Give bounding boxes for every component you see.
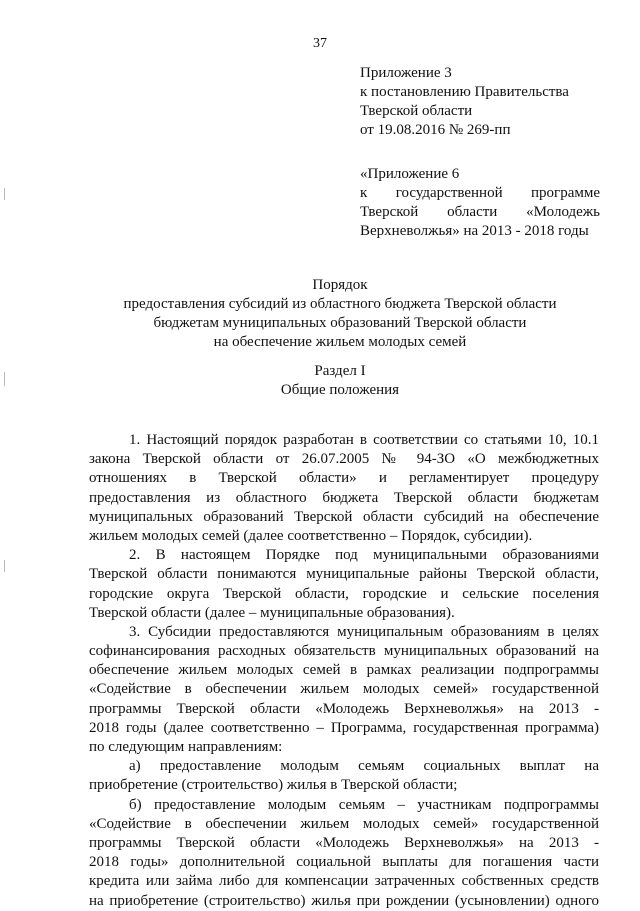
title-line: Порядок [312,277,368,293]
paragraph-line: кредита или займа либо для компенсации затраченных собственных средств [89,873,599,890]
section-number: Раздел I [314,363,366,379]
paragraph-line: муниципальных образований Тверской области субсидий на обеспечение [89,508,599,525]
section-name: Общие положения [280,382,400,398]
paragraph-line: программы Тверской области «Молодежь Верхневолжья» на 2013 - [89,700,599,717]
appendix-3-header [360,64,600,140]
paragraph-line: закона Тверской области от 26.07.2005 № 94-ЗО «О межбюджетных [89,451,599,468]
paragraph-line: предоставления из областного бюджета Тверской области бюджетам [89,489,599,506]
paragraph-line: б) предоставление молодым семьям – участникам подпрограммы [129,796,599,813]
title-line: на обеспечение жильем молодых семей [213,334,467,350]
paragraph-line: 2018 годы (далее соответственно – Программа, государственная программа) [89,719,599,736]
paragraph-line: 2018 годы» дополнительной социальной выплаты для погашения части [89,854,599,871]
paragraph-line: «Содействие в обеспечении жильем молодых семей» государственной [89,815,599,832]
paragraph-line: по следующим направлениям: [89,739,283,755]
document-title [80,276,600,352]
paragraph-line: софинансирования расходных обязательств муниципальных образований на [89,643,599,660]
paragraph-line: на приобретение (строительство) жилья при рождении (усыновлении) одного [89,892,599,909]
section-heading [80,362,600,400]
paragraph-line: 3. Субсидии предоставляются муниципальным образованиям в целях [129,623,599,640]
appendix-line: к государственной программе [360,185,600,201]
paragraph-line: программы Тверской области «Молодежь Верхневолжья» на 2013 - [89,834,599,851]
page-number: 37 [313,36,327,51]
paragraph-line: «Содействие в обеспечении жильем молодых семей» государственной [89,681,599,698]
paragraph-line: Тверской области понимаются муниципальные районы Тверской области, [89,566,599,583]
appendix-6-header [360,165,600,241]
scan-margin-mark [4,188,5,200]
paragraph-line: приобретение (строительство) жилья в Тверской области; [89,777,458,794]
appendix-line: Приложение 3 [360,65,452,81]
scan-margin-mark [4,560,5,572]
title-line: предоставления субсидий из областного бюджета Тверской области [123,296,557,312]
appendix-line: «Приложение 6 [360,166,460,182]
body-text [89,431,599,911]
paragraph-line: обеспечение жильем молодых семей в рамках реализации подпрограммы [89,662,599,679]
paragraph-line: отношениях в Тверской области» и регламентирует процедуру [89,470,599,487]
appendix-line: от 19.08.2016 № 269-пп [360,122,511,138]
scan-margin-mark [4,372,5,386]
paragraph-line: Тверской области (далее – муниципальные образования). [89,604,455,621]
appendix-line: Тверской области «Молодежь [360,204,600,220]
appendix-line: Верхневолжья» на 2013 - 2018 годы [360,223,589,239]
paragraph-line: 2. В настоящем Порядке под муниципальными образованиями [129,547,599,564]
paragraph-line: жильем молодых семей (далее соответственно – Порядок, субсидии). [89,527,533,544]
appendix-line: Тверской области [360,103,473,119]
title-line: бюджетам муниципальных образований Тверской области [153,315,527,331]
appendix-line: к постановлению Правительства [360,84,569,100]
paragraph-line: 1. Настоящий порядок разработан в соответствии со статьями 10, 10.1 [129,432,599,448]
paragraph-line: а) предоставление молодым семьям социальных выплат на [129,758,599,775]
paragraph-line: городские округа Тверской области, городские и сельские поселения [89,585,599,602]
